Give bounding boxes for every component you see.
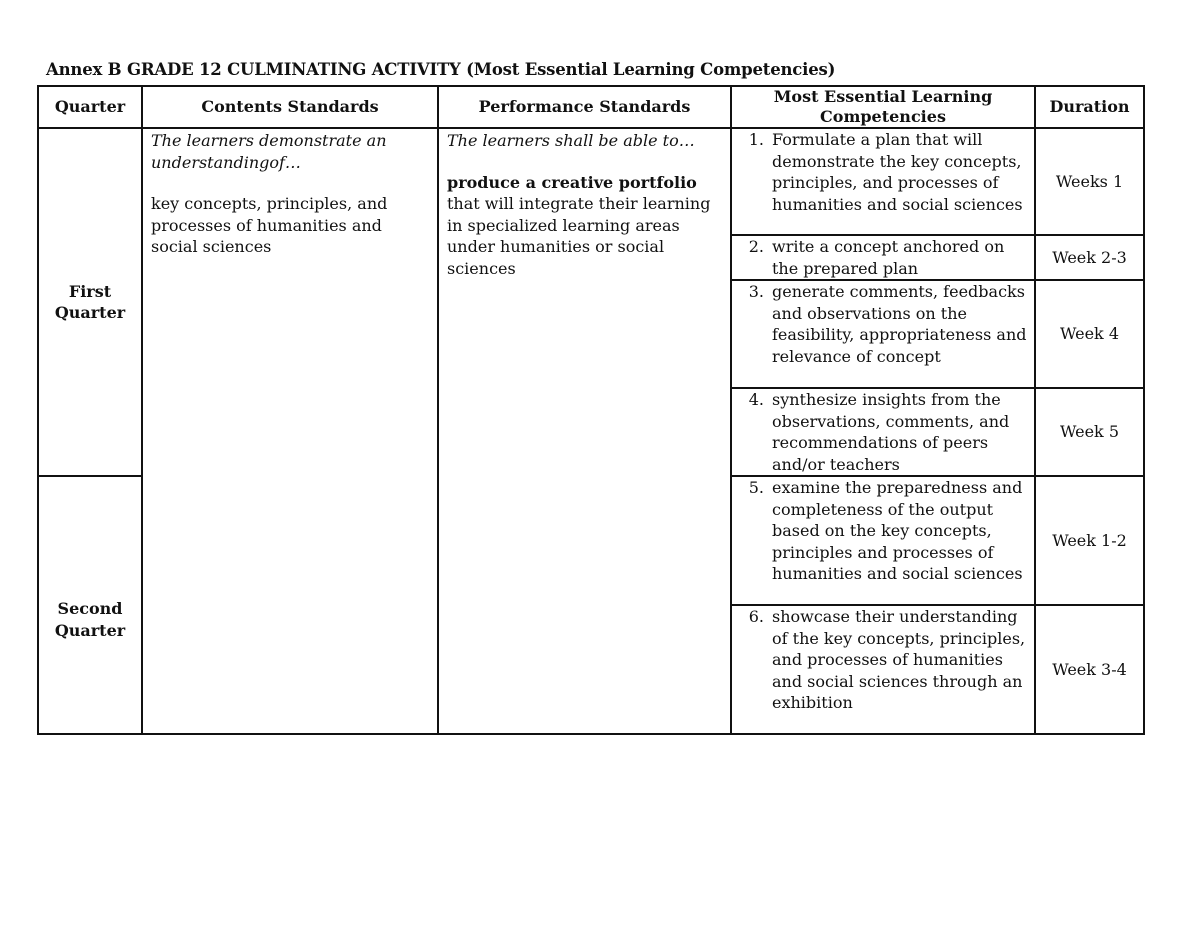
duration-cell: Weeks 1 <box>1035 128 1144 235</box>
competency-text: showcase their understanding of the key concepts, principles, and processes of humanities and social sciences through an exhibition <box>772 607 1026 712</box>
header-quarter: Quarter <box>38 86 142 128</box>
competency-text: Formulate a plan that will demonstrate the key concepts, principles, and processes of humanities and social sciences <box>772 130 1023 214</box>
competency-text: generate comments, feedbacks and observations on the feasibility, appropriateness and relevance of concept <box>772 282 1027 366</box>
competency-text: examine the preparedness and completeness of the output based on the key concepts, principles and processes of humanities and social sciences <box>772 478 1023 583</box>
competency-text: write a concept anchored on the prepared plan <box>772 237 1005 278</box>
duration-cell: Week 5 <box>1035 388 1144 476</box>
contents-intro: The learners demonstrate an understandingof… <box>151 131 387 172</box>
duration-cell: Week 4 <box>1035 280 1144 388</box>
competency-number: 1. <box>748 130 764 149</box>
table-header-row <box>38 86 1144 128</box>
document-title: Annex B GRADE 12 CULMINATING ACTIVITY (Most Essential Learning Competencies) <box>46 60 836 79</box>
duration-cell: Week 3-4 <box>1035 605 1144 734</box>
performance-standards-cell <box>438 128 731 734</box>
duration-cell: Week 1-2 <box>1035 476 1144 605</box>
quarter-first-label: First Quarter <box>54 281 126 322</box>
table-row <box>38 128 1144 235</box>
performance-bold: produce a creative portfolio <box>447 172 697 192</box>
competency-cell <box>731 388 1035 476</box>
competency-cell <box>731 235 1035 280</box>
header-duration: Duration <box>1035 86 1144 128</box>
competency-number: 6. <box>748 607 764 626</box>
competency-number: 2. <box>748 237 764 256</box>
competency-cell <box>731 128 1035 235</box>
header-contents-standards: Contents Standards <box>142 86 438 128</box>
competency-cell <box>731 605 1035 734</box>
competency-cell <box>731 280 1035 388</box>
competency-number: 4. <box>748 390 764 409</box>
header-competencies: Most Essential Learning Competencies <box>731 86 1035 128</box>
competency-number: 3. <box>748 282 764 301</box>
contents-standards-cell <box>142 128 438 734</box>
competency-cell <box>731 476 1035 605</box>
quarter-second-label: Second Quarter <box>54 599 126 640</box>
performance-body: that will integrate their learning in specialized learning areas under humanities or social sciences <box>447 194 711 278</box>
competency-number: 5. <box>748 478 764 497</box>
contents-body: key concepts, principles, and processes of humanities and social sciences <box>151 194 388 256</box>
competency-text: synthesize insights from the observations, comments, and recommendations of peers and/or teachers <box>772 390 1010 474</box>
header-performance-standards: Performance Standards <box>438 86 731 128</box>
duration-cell: Week 2-3 <box>1035 235 1144 280</box>
quarter-first <box>38 128 142 476</box>
quarter-second <box>38 476 142 734</box>
competencies-table <box>37 85 1145 735</box>
performance-intro: The learners shall be able to… <box>447 131 695 150</box>
